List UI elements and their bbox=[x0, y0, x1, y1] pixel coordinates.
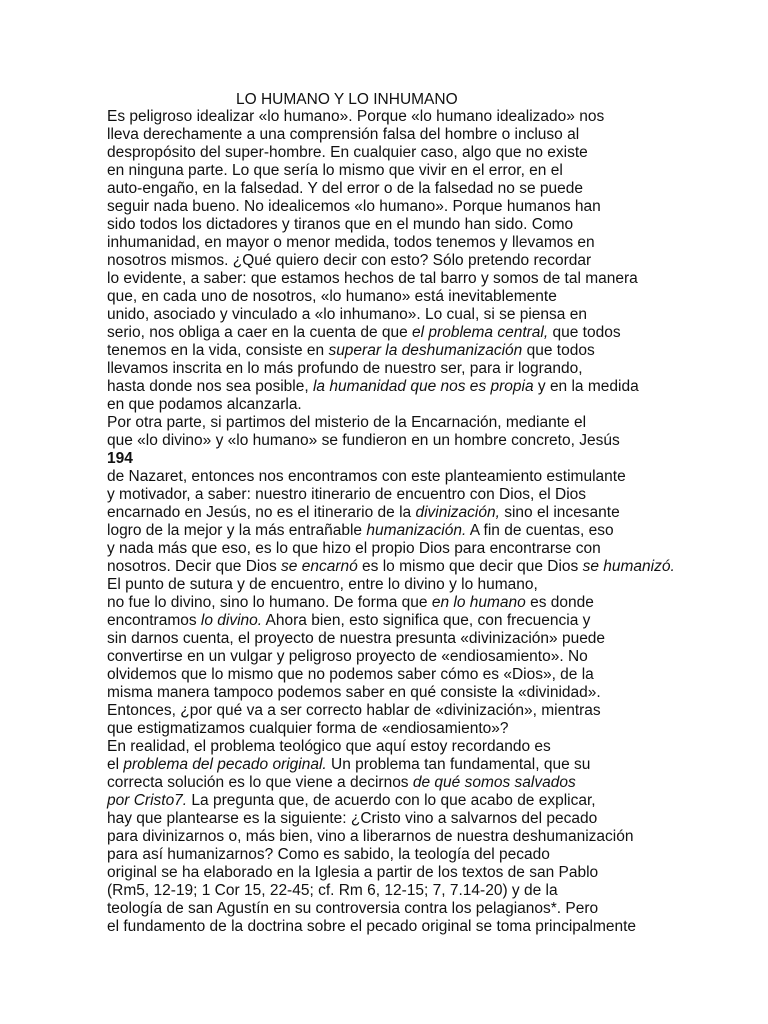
text-run: el bbox=[107, 756, 124, 773]
text-run: nosotros. Decir que Dios bbox=[107, 558, 282, 575]
text-line bbox=[107, 828, 675, 846]
text-run: El punto de sutura y de encuentro, entre lo divino y lo humano, bbox=[107, 576, 538, 593]
text-line bbox=[107, 684, 675, 702]
text-line bbox=[107, 360, 675, 378]
text-run: convertirse en un vulgar y peligroso proyecto de «endiosamiento». No bbox=[107, 648, 588, 665]
text-run: el fundamento de la doctrina sobre el pecado original se toma principalmente bbox=[107, 918, 637, 935]
text-line bbox=[107, 558, 675, 576]
text-line bbox=[107, 378, 675, 396]
text-run: La pregunta que, de acuerdo con lo que acabo de explicar, bbox=[187, 792, 596, 809]
text-line bbox=[107, 594, 675, 612]
text-line bbox=[107, 504, 675, 522]
text-run: correcta solución es lo que viene a decirnos bbox=[107, 774, 413, 791]
italic-text: se encarnó bbox=[281, 558, 358, 575]
text-run: sin darnos cuenta, el proyecto de nuestra presunta «divinización» puede bbox=[107, 630, 606, 647]
text-run: auto-engaño, en la falsedad. Y del error o de la falsedad no se puede bbox=[107, 180, 583, 197]
text-line bbox=[107, 180, 675, 198]
text-run: para divinizarnos o, más bien, vino a liberarnos de nuestra deshumanización bbox=[107, 828, 634, 845]
text-run: y nada más que eso, es lo que hizo el propio Dios para encontrarse con bbox=[107, 540, 601, 557]
text-line bbox=[107, 144, 675, 162]
text-run: encontramos bbox=[107, 612, 201, 629]
text-line bbox=[107, 270, 675, 288]
italic-text: humanización. bbox=[366, 522, 467, 539]
text-run: (Rm5, 12-19; 1 Cor 15, 22-45; cf. Rm 6, 12-15; 7, 7.14-20) y de la bbox=[107, 882, 558, 899]
text-run: que, en cada uno de nosotros, «lo humano» está inevitablemente bbox=[107, 288, 557, 305]
text-run: teología de san Agustín en su controversia contra los pelagianos*. Pero bbox=[107, 900, 599, 917]
text-line bbox=[107, 414, 675, 432]
text-line bbox=[107, 774, 675, 792]
text-run: inhumanidad, en mayor o menor medida, todos tenemos y llevamos en bbox=[107, 234, 595, 251]
text-run: que todos bbox=[548, 324, 621, 341]
text-line bbox=[107, 396, 675, 414]
text-run: que todos bbox=[522, 342, 595, 359]
text-run: no fue lo divino, sino lo humano. De forma que bbox=[107, 594, 432, 611]
text-line bbox=[107, 468, 675, 486]
text-line bbox=[107, 306, 675, 324]
text-line bbox=[107, 846, 675, 864]
text-line bbox=[107, 324, 675, 342]
text-run: de Nazaret, entonces nos encontramos con este planteamiento estimulante bbox=[107, 468, 626, 485]
text-run: logro de la mejor y la más entrañable bbox=[107, 522, 367, 539]
text-run: sido todos los dictadores y tiranos que en el mundo han sido. Como bbox=[107, 216, 574, 233]
italic-text: lo divino. bbox=[200, 612, 263, 629]
page-number-text: 194 bbox=[107, 450, 133, 467]
text-run: es donde bbox=[525, 594, 594, 611]
text-run: A fin de cuentas, eso bbox=[466, 522, 614, 539]
text-line bbox=[107, 522, 675, 540]
text-run: y motivador, a saber: nuestro itinerario de encuentro con Dios, el Dios bbox=[107, 486, 587, 503]
text-line bbox=[107, 792, 675, 810]
text-run: que estigmatizamos cualquier forma de «endiosamiento»? bbox=[107, 720, 509, 737]
text-line bbox=[107, 756, 675, 774]
text-run: original se ha elaborado en la Iglesia a partir de los textos de san Pablo bbox=[107, 864, 599, 881]
text-line bbox=[107, 630, 675, 648]
text-run: Ahora bien, esto significa que, con frecuencia y bbox=[262, 612, 591, 629]
text-run: que «lo divino» y «lo humano» se fundieron en un hombre concreto, Jesús bbox=[107, 432, 620, 449]
italic-text: superar la deshumanización bbox=[328, 342, 523, 359]
italic-text: de qué somos salvados bbox=[412, 774, 576, 791]
text-run: misma manera tampoco podemos saber en qué consiste la «divinidad». bbox=[107, 684, 601, 701]
italic-text: por Cristo7. bbox=[107, 792, 188, 809]
italic-text: problema del pecado original. bbox=[123, 756, 327, 773]
text-run: nosotros mismos. ¿Qué quiero decir con esto? Sólo pretendo recordar bbox=[107, 252, 592, 269]
text-line bbox=[107, 666, 675, 684]
text-run: olvidemos que lo mismo que no podemos saber cómo es «Dios», de la bbox=[107, 666, 594, 683]
text-line bbox=[107, 576, 675, 594]
page-number bbox=[107, 450, 675, 468]
text-run: llevamos inscrita en lo más profundo de nuestro ser, para ir logrando, bbox=[107, 360, 583, 377]
text-line bbox=[107, 864, 675, 882]
text-line bbox=[107, 882, 675, 900]
text-run: despropósito del super-hombre. En cualquier caso, algo que no existe bbox=[107, 144, 588, 161]
text-line bbox=[107, 108, 675, 126]
text-run: serio, nos obliga a caer en la cuenta de que bbox=[107, 324, 413, 341]
text-run: Por otra parte, si partimos del misterio de la Encarnación, mediante el bbox=[107, 414, 587, 431]
text-run: sino el incesante bbox=[499, 504, 620, 521]
text-line bbox=[107, 648, 675, 666]
text-run: Entonces, ¿por qué va a ser correcto hablar de «divinización», mientras bbox=[107, 702, 601, 719]
text-run: y en la medida bbox=[533, 378, 639, 395]
body-text bbox=[107, 108, 675, 936]
text-run: Es peligroso idealizar «lo humano». Porque «lo humano idealizado» nos bbox=[107, 108, 605, 125]
italic-text: en lo humano bbox=[431, 594, 526, 611]
text-line bbox=[107, 432, 675, 450]
text-line bbox=[107, 234, 675, 252]
text-run: unido, asociado y vinculado a «lo inhumano». Lo cual, si se piensa en bbox=[107, 306, 587, 323]
text-line bbox=[107, 738, 675, 756]
text-run: hay que plantearse es la siguiente: ¿Cristo vino a salvarnos del pecado bbox=[107, 810, 598, 827]
text-run: En realidad, el problema teológico que aquí estoy recordando es bbox=[107, 738, 551, 755]
text-run: para así humanizarnos? Como es sabido, la teología del pecado bbox=[107, 846, 550, 863]
text-run: lo evidente, a saber: que estamos hechos de tal barro y somos de tal manera bbox=[107, 270, 638, 287]
text-line bbox=[107, 540, 675, 558]
text-line bbox=[107, 918, 675, 936]
text-run: en que podamos alcanzarla. bbox=[107, 396, 302, 413]
text-line bbox=[107, 900, 675, 918]
text-line bbox=[107, 486, 675, 504]
text-line bbox=[107, 342, 675, 360]
text-line bbox=[107, 612, 675, 630]
text-line bbox=[107, 810, 675, 828]
text-line bbox=[107, 702, 675, 720]
italic-text: la humanidad que nos es propia bbox=[312, 378, 534, 395]
text-line bbox=[107, 288, 675, 306]
text-run: encarnado en Jesús, no es el itinerario de la bbox=[107, 504, 416, 521]
text-run: es lo mismo que decir que Dios bbox=[357, 558, 583, 575]
text-line bbox=[107, 198, 675, 216]
text-run: Un problema tan fundamental, que su bbox=[326, 756, 591, 773]
text-line bbox=[107, 720, 675, 738]
italic-text: se humanizó. bbox=[582, 558, 675, 575]
text-line bbox=[107, 252, 675, 270]
text-run: seguir nada bueno. No idealicemos «lo humano». Porque humanos han bbox=[107, 198, 601, 215]
text-line bbox=[107, 162, 675, 180]
text-run: tenemos en la vida, consiste en bbox=[107, 342, 329, 359]
text-run: en ninguna parte. Lo que sería lo mismo que vivir en el error, en el bbox=[107, 162, 563, 179]
text-line bbox=[107, 216, 675, 234]
page-title: LO HUMANO Y LO INHUMANO bbox=[236, 91, 458, 108]
italic-text: divinización, bbox=[415, 504, 500, 521]
italic-text: el problema central, bbox=[412, 324, 549, 341]
text-run: hasta donde nos sea posible, bbox=[107, 378, 313, 395]
text-line bbox=[107, 126, 675, 144]
text-run: lleva derechamente a una comprensión falsa del hombre o incluso al bbox=[107, 126, 580, 143]
